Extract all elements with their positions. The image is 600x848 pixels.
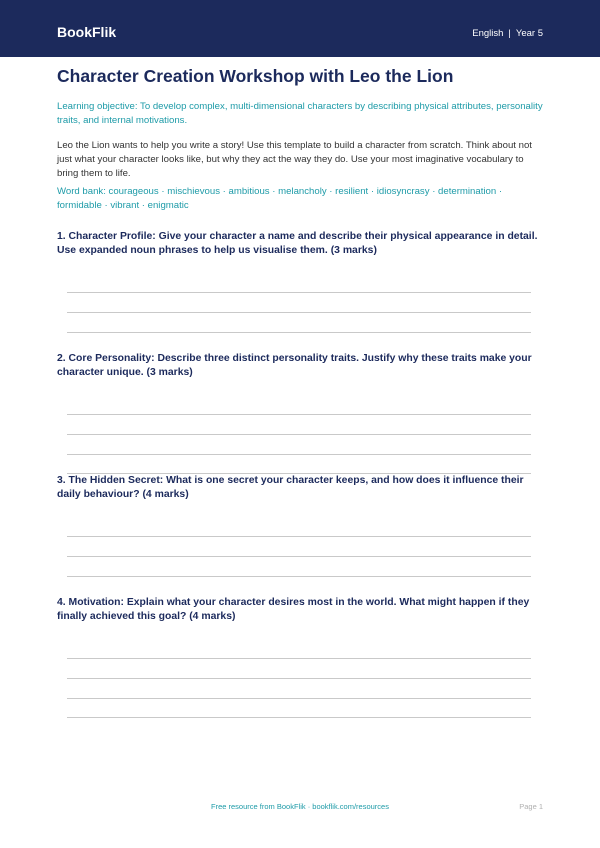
footer-resource-link[interactable]: Free resource from BookFlik · bookflik.com/resources xyxy=(211,802,389,811)
year-label: Year 5 xyxy=(515,28,543,39)
answer-line[interactable] xyxy=(67,658,531,659)
question-3 xyxy=(57,474,547,502)
question-4-text: 4. Motivation: Explain what your character desires most in the world. What might happen if they finally achieved this goal? (4 marks) xyxy=(57,597,530,622)
answer-line[interactable] xyxy=(67,292,531,293)
worksheet-title: Character Creation Workshop with Leo the Lion xyxy=(57,66,454,86)
intro-paragraph: Leo the Lion wants to help you write a story! Use this template to build a character from scratch. Think about not just what your character looks like, but why they act the way they do. Use your most imaginative vocabulary to bring them to life. xyxy=(57,140,532,179)
answer-line[interactable] xyxy=(67,414,531,415)
answer-line[interactable] xyxy=(67,576,531,577)
brand-logo[interactable]: BookFlik xyxy=(57,24,117,40)
question-1 xyxy=(57,230,547,258)
answer-line[interactable] xyxy=(67,717,531,718)
answer-line[interactable] xyxy=(67,556,531,557)
learning-objective: Learning objective: To develop complex, multi-dimensional characters by describing physical attributes, personality traits, and internal motivations. xyxy=(57,101,543,126)
question-2-text: 2. Core Personality: Describe three distinct personality traits. Justify why these traits make your character unique. (3 marks) xyxy=(57,353,532,378)
word-bank: Word bank: courageous · mischievous · ambitious · melancholy · resilient · idiosyncrasy · determination · formidable · vibrant · enigmatic xyxy=(57,186,503,211)
question-3-text: 3. The Hidden Secret: What is one secret your character keeps, and how does it influence their daily behaviour? (4 marks) xyxy=(57,475,524,500)
answer-line[interactable] xyxy=(67,312,531,313)
answer-line[interactable] xyxy=(67,678,531,679)
question-1-text: 1. Character Profile: Give your character a name and describe their physical appearance in detail. Use expanded noun phrases to help us visualise them. (3 marks) xyxy=(57,231,538,256)
answer-line[interactable] xyxy=(67,434,531,435)
answer-line[interactable] xyxy=(67,454,531,455)
subject-year-label xyxy=(472,27,543,41)
page-header xyxy=(0,0,600,57)
answer-line[interactable] xyxy=(67,332,531,333)
question-4 xyxy=(57,596,547,624)
question-2 xyxy=(57,352,547,380)
header-separator: | xyxy=(508,28,511,39)
page-number: Page 1 xyxy=(519,802,543,811)
subject-label: English xyxy=(472,28,504,39)
answer-line[interactable] xyxy=(67,698,531,699)
answer-line[interactable] xyxy=(67,536,531,537)
